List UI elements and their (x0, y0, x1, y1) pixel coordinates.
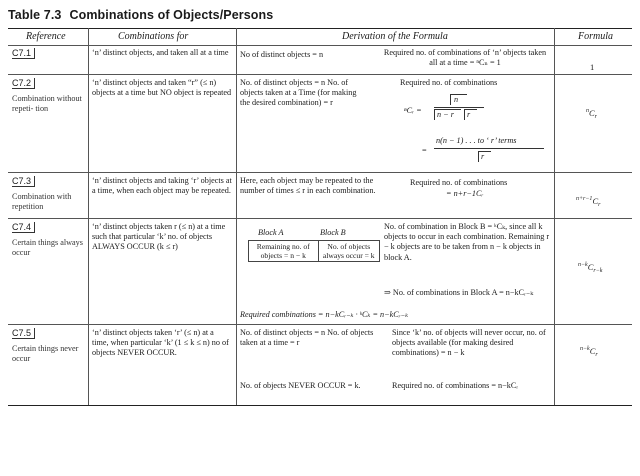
eq2-den-c7-2: r (481, 152, 485, 161)
fraction-bar-1 (434, 107, 484, 108)
eq1-lhs-c7-2: ⁿCᵣ = (404, 106, 422, 115)
ref-label-c7-2: Combination without repeti- tion (12, 94, 82, 113)
factorial-box-r-2 (478, 151, 491, 162)
table-number: Table 7.3 (8, 8, 62, 22)
derivation-left2-c7-5: No. of objects NEVER OCCUR = k. (240, 381, 361, 390)
combination-c7-3: ‘n’ distinct objects and taking ‘r’ objects at a time, when each object may be repeated. (92, 176, 232, 196)
ref-c7-2: C7.2 (12, 78, 35, 89)
row-divider-1 (8, 74, 632, 75)
formula-c7-3-base: n+r−1 (576, 196, 593, 202)
formula-c7-1: 1 (590, 62, 595, 72)
ref-c7-3: C7.3 (12, 176, 35, 187)
formula-c7-4 (578, 262, 602, 274)
formula-c7-4-base: n−k (578, 262, 588, 268)
top-rule (8, 28, 632, 29)
derivation-right2-c7-4: ⇒ No. of combinations in Block A = n−kCᵣ₋ₖ (384, 288, 534, 297)
factorial-box-n (450, 94, 467, 105)
table-title (8, 8, 273, 22)
derivation-left-c7-3: Here, each object may be repeated to the number of times ≤ r in each combination. (240, 176, 376, 196)
formula-c7-2 (586, 108, 597, 120)
derivation-right-title-c7-3: Required no. of combinations (410, 178, 508, 187)
fraction-bar-2 (434, 148, 544, 149)
block-b-cell: No. of objects always occur = k (318, 241, 380, 262)
block-b-title: Block B (320, 228, 346, 237)
formula-c7-3-letter: C (592, 196, 599, 206)
col-divider-1 (88, 28, 89, 405)
bottom-rule (8, 405, 632, 406)
formula-c7-5-letter: C (589, 346, 596, 356)
table-title-text: Combinations of Objects/Persons (69, 8, 274, 22)
derivation-right-eq-c7-3: = n+r−1Cᵣ (446, 189, 484, 198)
formula-c7-3 (576, 196, 600, 208)
header-reference: Reference (26, 31, 66, 42)
derivation-left-c7-5: No. of distinct objects = n No. of objects taken at a time = r (240, 328, 374, 348)
block-a-title: Block A (258, 228, 284, 237)
header-combinations-for: Combinations for (118, 31, 189, 42)
derivation-left-c7-2: No. of distinct objects = n No. of objects taken at a Time (for making the desired combination) = r (240, 78, 357, 108)
formula-c7-5-sub: r (595, 352, 598, 358)
derivation-right-c7-4: No. of combination in Block B = ᵏCₖ, since all k objects to occur in each combination. Remaining r − k objects are to be taken from n − k objects in block A. (384, 222, 550, 262)
eq1-den-a-c7-2: n − r (437, 110, 454, 119)
blocks-table (248, 240, 380, 262)
formula-c7-4-letter: C (587, 262, 594, 272)
col-divider-3 (554, 28, 555, 405)
header-rule (8, 45, 632, 46)
eq1-num-c7-2: n (454, 95, 459, 104)
derivation-right-c7-5: Since ‘k’ no. of objects will never occur, no. of objects available (for making desired combinations) = n − k (392, 328, 546, 358)
header-formula: Formula (578, 31, 613, 42)
eq1-den-b-c7-2: r (467, 110, 471, 119)
derivation-right-c7-1: Required no. of combinations of ‘n’ objects taken all at a time = ⁿCₙ = 1 (383, 48, 547, 68)
row-divider-3 (8, 218, 632, 219)
formula-c7-5 (580, 346, 598, 358)
ref-label-c7-5: Certain things never occur (12, 344, 79, 363)
formula-c7-2-base: n (586, 108, 589, 114)
combination-c7-4: ‘n’ distinct objects taken r (≤ n) at a time such that particular ‘k’ no. of objects ALWAYS OCCUR (k ≤ r) (92, 222, 226, 252)
required-line-c7-4: Required combinations = n−kCᵣ₋ₖ · ᵏCₖ = n−kCᵣ₋ₖ (240, 310, 409, 319)
ref-c7-4: C7.4 (12, 222, 35, 233)
combination-c7-2: ‘n’ distinct objects and taken “r” (≤ n) objects at a time but NO object is repeated (92, 78, 232, 98)
row-divider-2 (8, 172, 632, 173)
factorial-box-r (464, 109, 477, 120)
ref-c7-1: C7.1 (12, 48, 35, 59)
row-divider-4 (8, 324, 632, 325)
combination-c7-1: ‘n’ distinct objects, and taken all at a time (92, 48, 229, 57)
col-divider-2 (236, 28, 237, 405)
formula-c7-4-sub: r−k (593, 268, 603, 274)
ref-label-c7-4: Certain things always occur (12, 238, 83, 257)
derivation-right2-c7-5: Required no. of combinations = n−kCᵣ (392, 381, 519, 390)
combination-c7-5: ‘n’ distinct objects taken ‘r’ (≤ n) at a time, when particular ‘k’ (1 ≤ k ≤ n) no of objects NEVER OCCUR. (92, 328, 229, 358)
formula-c7-3-sub: r (598, 202, 601, 208)
eq2-lhs-c7-2: = (422, 146, 427, 155)
formula-c7-2-letter: C (589, 108, 595, 118)
derivation-right-title-c7-2: Required no. of combinations (400, 78, 498, 87)
derivation-left-c7-1: No of distinct objects = n (240, 50, 324, 59)
ref-c7-5: C7.5 (12, 328, 35, 339)
header-derivation: Derivation of the Formula (342, 31, 448, 42)
ref-label-c7-3: Combination with repetition (12, 192, 72, 211)
eq2-num-c7-2: n(n − 1) . . . to ‘ r’ terms (436, 136, 517, 145)
formula-c7-2-sub: r (594, 114, 598, 120)
formula-c7-5-base: n−k (580, 346, 590, 352)
block-a-cell: Remaining no. of objects = n − k (249, 241, 319, 262)
